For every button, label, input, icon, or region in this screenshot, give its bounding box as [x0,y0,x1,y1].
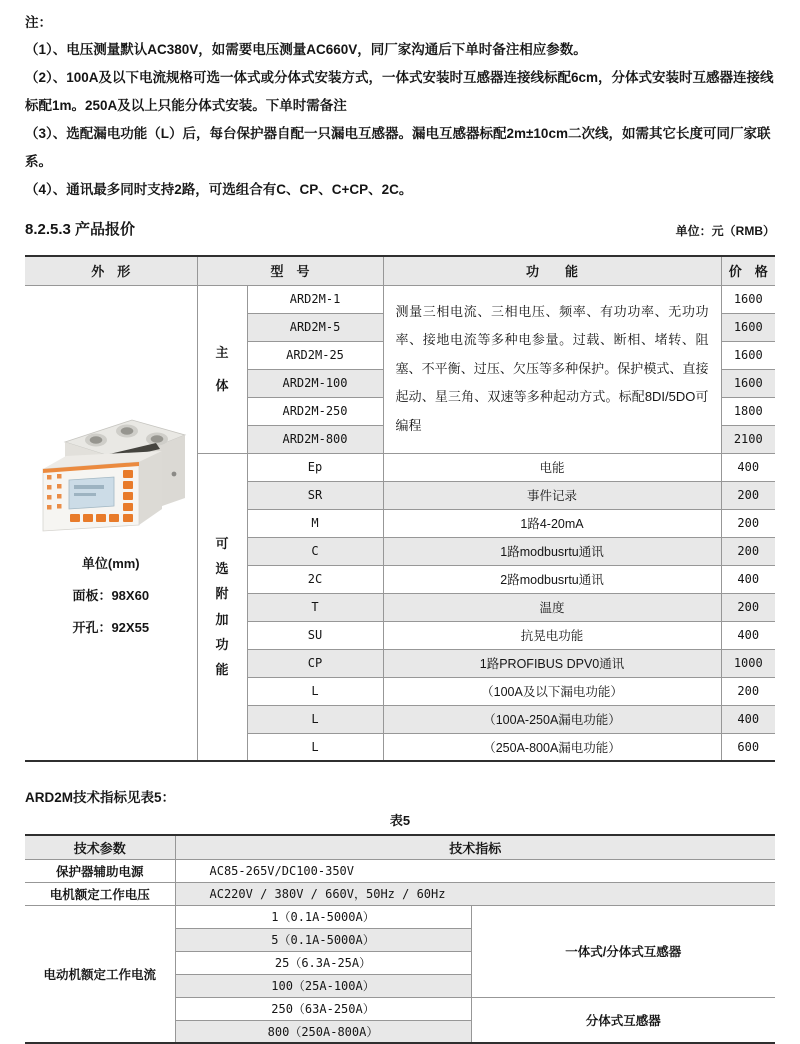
model-cell: CP [247,649,383,677]
model-cell: C [247,537,383,565]
model-cell: SU [247,621,383,649]
current-value-cell: 25（6.3A-25A） [175,951,471,974]
function-cell: 温度 [383,593,721,621]
price-cell: 400 [721,453,775,481]
table-row [25,859,775,882]
price-cell: 200 [721,509,775,537]
model-cell: SR [247,481,383,509]
current-value-cell: 100（25A-100A） [175,974,471,997]
function-cell: 2路modbusrtu通讯 [383,565,721,593]
tech-table-header-row [25,835,775,859]
col-header-param: 技术参数 [25,835,175,859]
price-cell: 400 [721,621,775,649]
note-line-4: （4）、通讯最多同时支持2路，可选组合有C、CP、C+CP、2C。 [25,182,413,197]
device-dimension-unit: 单位(mm) [81,556,140,572]
model-cell: T [247,593,383,621]
unit-note: 单位：元（RMB） [675,224,775,238]
price-cell: 400 [721,705,775,733]
current-value-cell: 800（250A-800A） [175,1020,471,1043]
section-header-row [25,218,775,239]
device-dimension-panel: 面板：98X60 [72,588,150,604]
section-heading: 8.2.5.3 产品报价 [25,221,136,238]
model-cell: ARD2M-800 [247,425,383,453]
current-value-cell: 5（0.1A-5000A） [175,928,471,951]
function-cell: 1路PROFIBUS DPV0通讯 [383,649,721,677]
shape-cell [25,285,197,761]
function-cell: 电能 [383,453,721,481]
current-value-cell: 250（63A-250A） [175,997,471,1020]
function-cell: 抗晃电功能 [383,621,721,649]
price-cell: 1600 [721,369,775,397]
table-row [25,905,775,928]
param-cell: 保护器辅助电源 [25,859,175,882]
model-cell: L [247,677,383,705]
model-cell: ARD2M-1 [247,285,383,313]
price-table-header-row [25,256,775,285]
col-header-model: 型 号 [197,256,383,285]
price-cell: 1800 [721,397,775,425]
price-cell: 1600 [721,285,775,313]
col-header-price: 价 格 [721,256,775,285]
price-cell: 400 [721,565,775,593]
group-cell-optional [197,453,247,761]
function-cell: 事件记录 [383,481,721,509]
model-cell: ARD2M-250 [247,397,383,425]
price-cell: 1600 [721,313,775,341]
param-cell: 电机额定工作电压 [25,882,175,905]
price-cell: 200 [721,537,775,565]
function-cell-main: 测量三相电流、三相电压、频率、有功功率、无功功率、接地电流等多种电参量。过载、断相、堵转、阻塞、不平衡、过压、欠压等多种保护。保护模式、直接起动、星三角、双速等多种起动方式。标配8DI/5DO可编程 [383,285,721,453]
current-value-cell: 1（0.1A-5000A） [175,905,471,928]
notes-block [25,10,775,204]
col-header-spec: 技术指标 [175,835,775,859]
price-table [25,255,775,762]
transformer-cell-a: 一体式/分体式互感器 [471,905,775,997]
table-row [25,882,775,905]
table-row [25,285,775,313]
device-photo [25,411,197,540]
spec-cell: AC85-265V/DC100-350V [175,859,775,882]
group-label-optional: 可选附加功能 [215,535,229,678]
price-cell: 1600 [721,341,775,369]
note-line-3: （3）、选配漏电功能（L）后，每台保护器自配一只漏电互感器。漏电互感器标配2m±10cm二次线，如需其它长度可同厂家联系。 [25,126,771,169]
model-cell: L [247,733,383,761]
notes-label: 注： [25,15,52,30]
note-line-1: （1）、电压测量默认AC380V，如需要电压测量AC660V，同厂家沟通后下单时备注相应参数。 [25,42,587,57]
note-line-2: （2）、100A及以下电流规格可选一体式或分体式安装方式，一体式安装时互感器连接线标配6cm，分体式安装时互感器连接线标配1m。250A及以上只能分体式安装。下单时需备注 [25,70,774,113]
function-cell: 1路4-20mA [383,509,721,537]
model-cell: ARD2M-25 [247,341,383,369]
function-cell: （100A-250A漏电功能） [383,705,721,733]
table-caption: 表5 [389,813,411,828]
price-cell: 600 [721,733,775,761]
model-cell: L [247,705,383,733]
function-cell: （250A-800A漏电功能） [383,733,721,761]
device-dimension-cutout: 开孔：92X55 [72,620,150,636]
price-cell: 1000 [721,649,775,677]
transformer-cell-b: 分体式互感器 [471,997,775,1043]
device-illustration [35,411,187,535]
function-cell: （100A及以下漏电功能） [383,677,721,705]
price-cell: 2100 [721,425,775,453]
model-cell: ARD2M-5 [247,313,383,341]
price-cell: 200 [721,593,775,621]
spec-cell: AC220V / 380V / 660V，50Hz / 60Hz [175,882,775,905]
price-cell: 200 [721,677,775,705]
model-cell: ARD2M-100 [247,369,383,397]
param-cell-current: 电动机额定工作电流 [25,905,175,1043]
model-cell: 2C [247,565,383,593]
col-header-function: 功 能 [383,256,721,285]
tech-intro: ARD2M技术指标见表5： [25,790,176,805]
model-cell: Ep [247,453,383,481]
model-cell: M [247,509,383,537]
group-label-main: 主体 [215,344,229,393]
group-cell-main [197,285,247,453]
col-header-shape: 外 形 [25,256,197,285]
function-cell: 1路modbusrtu通讯 [383,537,721,565]
tech-table [25,834,775,1044]
price-cell: 200 [721,481,775,509]
display-module [43,451,162,531]
